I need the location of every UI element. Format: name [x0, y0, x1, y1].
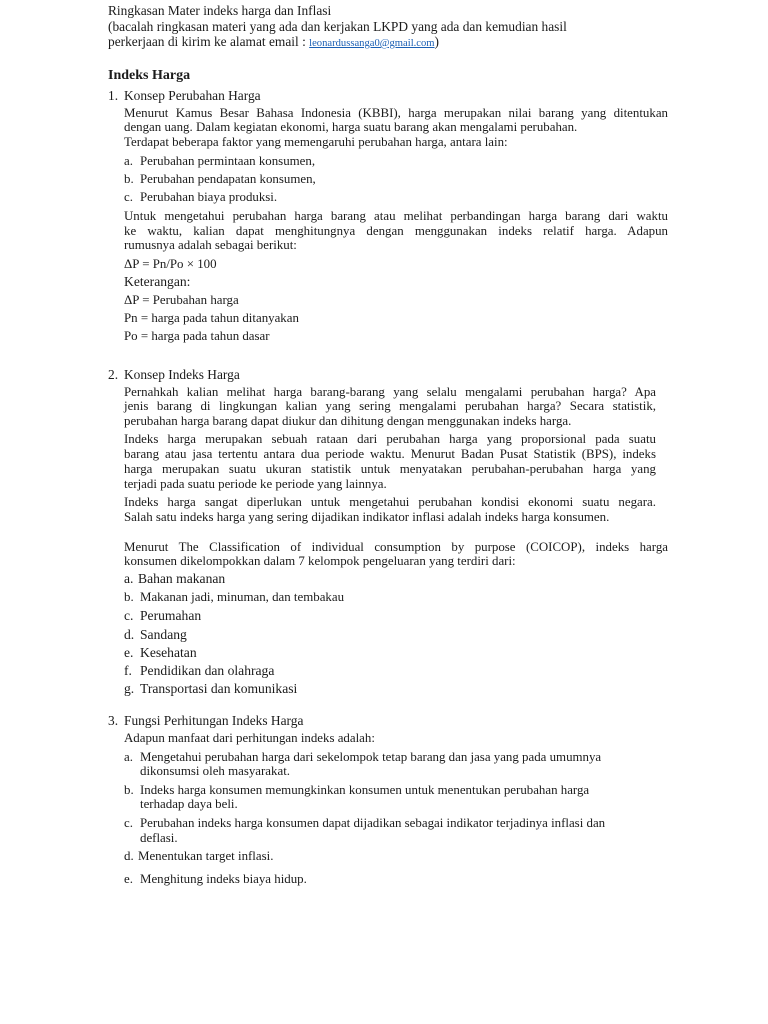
- group-text-d: Sandang: [140, 627, 187, 642]
- section-3-intro: Adapun manfaat dari perhitungan indeks adalah:: [124, 731, 375, 745]
- legend-po: Po = harga pada tahun dasar: [124, 329, 270, 343]
- group-text-f: Pendidikan dan olahraga: [140, 663, 275, 678]
- keterangan-label: Keterangan:: [124, 274, 191, 289]
- factor-text-a: Perubahan permintaan konsumen,: [140, 154, 316, 168]
- formula: ΔP = Pn/Po × 100: [124, 257, 217, 271]
- section-2-para-1-line-1: Pernahkah kalian melihat harga barang-barang yang selalu mengalami perubahan harga? Apa: [124, 385, 656, 399]
- section-1-para-2-line-2: ke waktu, kalian dapat menghitungnya dengan menggunakan indeks relatif harga. Adapun: [124, 224, 668, 238]
- benefit-label-d: d.: [124, 849, 134, 863]
- group-label-e: e.: [124, 645, 134, 660]
- group-label-f: f.: [124, 663, 132, 678]
- benefit-label-c: c.: [124, 816, 133, 830]
- section-2-para-2-line-1: Indeks harga merupakan sebuah rataan dari perubahan harga yang proporsional pada suatu: [124, 432, 656, 446]
- group-label-a: a.: [124, 571, 134, 586]
- section-2-para-4-line-1: Menurut The Classification of individual consumption by purpose (COICOP), indeks harga: [124, 540, 668, 554]
- legend-delta-p: ΔP = Perubahan harga: [124, 293, 239, 307]
- section-1-heading: Konsep Perubahan Harga: [124, 88, 261, 103]
- benefit-label-b: b.: [124, 783, 134, 797]
- benefit-text-c-line-1: Perubahan indeks harga konsumen dapat dijadikan sebagai indikator terjadinya inflasi dan: [140, 816, 606, 830]
- section-2-para-2-line-4: terjadi pada suatu periode ke periode yang lainnya.: [124, 477, 387, 491]
- header-line-3-close: ): [434, 34, 439, 49]
- section-2-para-3-line-2: Salah satu indeks harga yang sering dijadikan indikator inflasi adalah indeks harga konsumen.: [124, 510, 610, 524]
- header-line-3: [108, 34, 439, 52]
- section-2-para-2-line-3: harga merupakan suatu ukuran statistik untuk menyatakan perubahan-perubahan harga yang: [124, 462, 656, 476]
- group-label-g: g.: [124, 681, 135, 696]
- section-2-para-4-line-2: konsumen dikelompokkan dalam 7 kelompok pengeluaran yang terdiri dari:: [124, 554, 516, 568]
- factor-label-c: c.: [124, 190, 133, 204]
- factor-label-b: b.: [124, 172, 134, 186]
- header-line-3-text: perkerjaan di kirim ke alamat email :: [108, 34, 310, 49]
- section-2-para-2-line-2: barang atau jasa tertentu antara dua periode waktu. Menurut Badan Pusat Statistik (BPS), indeks: [124, 447, 656, 461]
- section-1-para-1-line-3: Terdapat beberapa faktor yang memengaruhi perubahan harga, antara lain:: [124, 135, 508, 149]
- benefit-text-b-line-1: Indeks harga konsumen memungkinkan konsumen untuk menentukan perubahan harga: [140, 783, 590, 797]
- group-label-c: c.: [124, 608, 134, 623]
- factor-text-b: Perubahan pendapatan konsumen,: [140, 172, 316, 186]
- group-text-a: Bahan makanan: [138, 571, 226, 586]
- section-2-para-1-line-2: jenis barang di lingkungan kalian yang sering mengalami perubahan harga? Secara statistik,: [124, 399, 656, 413]
- section-2-heading: Konsep Indeks Harga: [124, 367, 240, 382]
- section-3-heading: Fungsi Perhitungan Indeks Harga: [124, 713, 304, 728]
- legend-pn: Pn = harga pada tahun ditanyakan: [124, 311, 299, 325]
- section-1-para-1-line-2: dengan uang. Dalam kegiatan ekonomi, harga suatu barang akan mengalami perubahan.: [124, 120, 578, 134]
- section-2-para-3-line-1: Indeks harga sangat diperlukan untuk mengetahui perubahan kondisi ekonomi suatu negara.: [124, 495, 656, 509]
- group-text-g: Transportasi dan komunikasi: [140, 681, 298, 696]
- section-1-para-2-line-1: Untuk mengetahui perubahan harga barang atau melihat perbandingan harga barang dari waktu: [124, 209, 668, 223]
- section-1-para-1-line-1: Menurut Kamus Besar Bahasa Indonesia (KBBI), harga merupakan nilai barang yang ditentukan: [124, 106, 668, 120]
- header-line-2: (bacalah ringkasan materi yang ada dan kerjakan LKPD yang ada dan kemudian hasil: [108, 19, 567, 34]
- header-line-1: Ringkasan Mater indeks harga dan Inflasi: [108, 3, 332, 18]
- group-label-d: d.: [124, 627, 135, 642]
- group-text-e: Kesehatan: [140, 645, 197, 660]
- benefit-text-a-line-1: Mengetahui perubahan harga dari sekelompok tetap barang dan jasa yang pada umumnya: [140, 750, 602, 764]
- factor-text-c: Perubahan biaya produksi.: [140, 190, 278, 204]
- section-1-number: 1.: [108, 88, 119, 103]
- group-text-c: Perumahan: [140, 608, 202, 623]
- benefit-text-b-line-2: terhadap daya beli.: [140, 797, 238, 811]
- benefit-text-a-line-2: dikonsumsi oleh masyarakat.: [140, 764, 291, 778]
- email-link[interactable]: leonardussanga0@gmail.com: [309, 38, 435, 49]
- benefit-label-a: a.: [124, 750, 133, 764]
- group-text-b: Makanan jadi, minuman, dan tembakau: [140, 590, 345, 604]
- benefit-text-d: Menentukan target inflasi.: [138, 849, 274, 863]
- group-label-b: b.: [124, 590, 134, 604]
- section-2-para-1-line-3: perubahan harga barang dapat diukur dan dihitung dengan menggunakan indeks harga.: [124, 414, 572, 428]
- section-2-number: 2.: [108, 367, 119, 382]
- page-title: Indeks Harga: [108, 68, 191, 83]
- section-1-para-2-line-3: rumusnya adalah sebagai berikut:: [124, 238, 297, 252]
- benefit-text-e: Menghitung indeks biaya hidup.: [140, 872, 307, 886]
- benefit-text-c-line-2: deflasi.: [140, 831, 178, 845]
- benefit-label-e: e.: [124, 872, 133, 886]
- factor-label-a: a.: [124, 154, 133, 168]
- section-3-number: 3.: [108, 713, 119, 728]
